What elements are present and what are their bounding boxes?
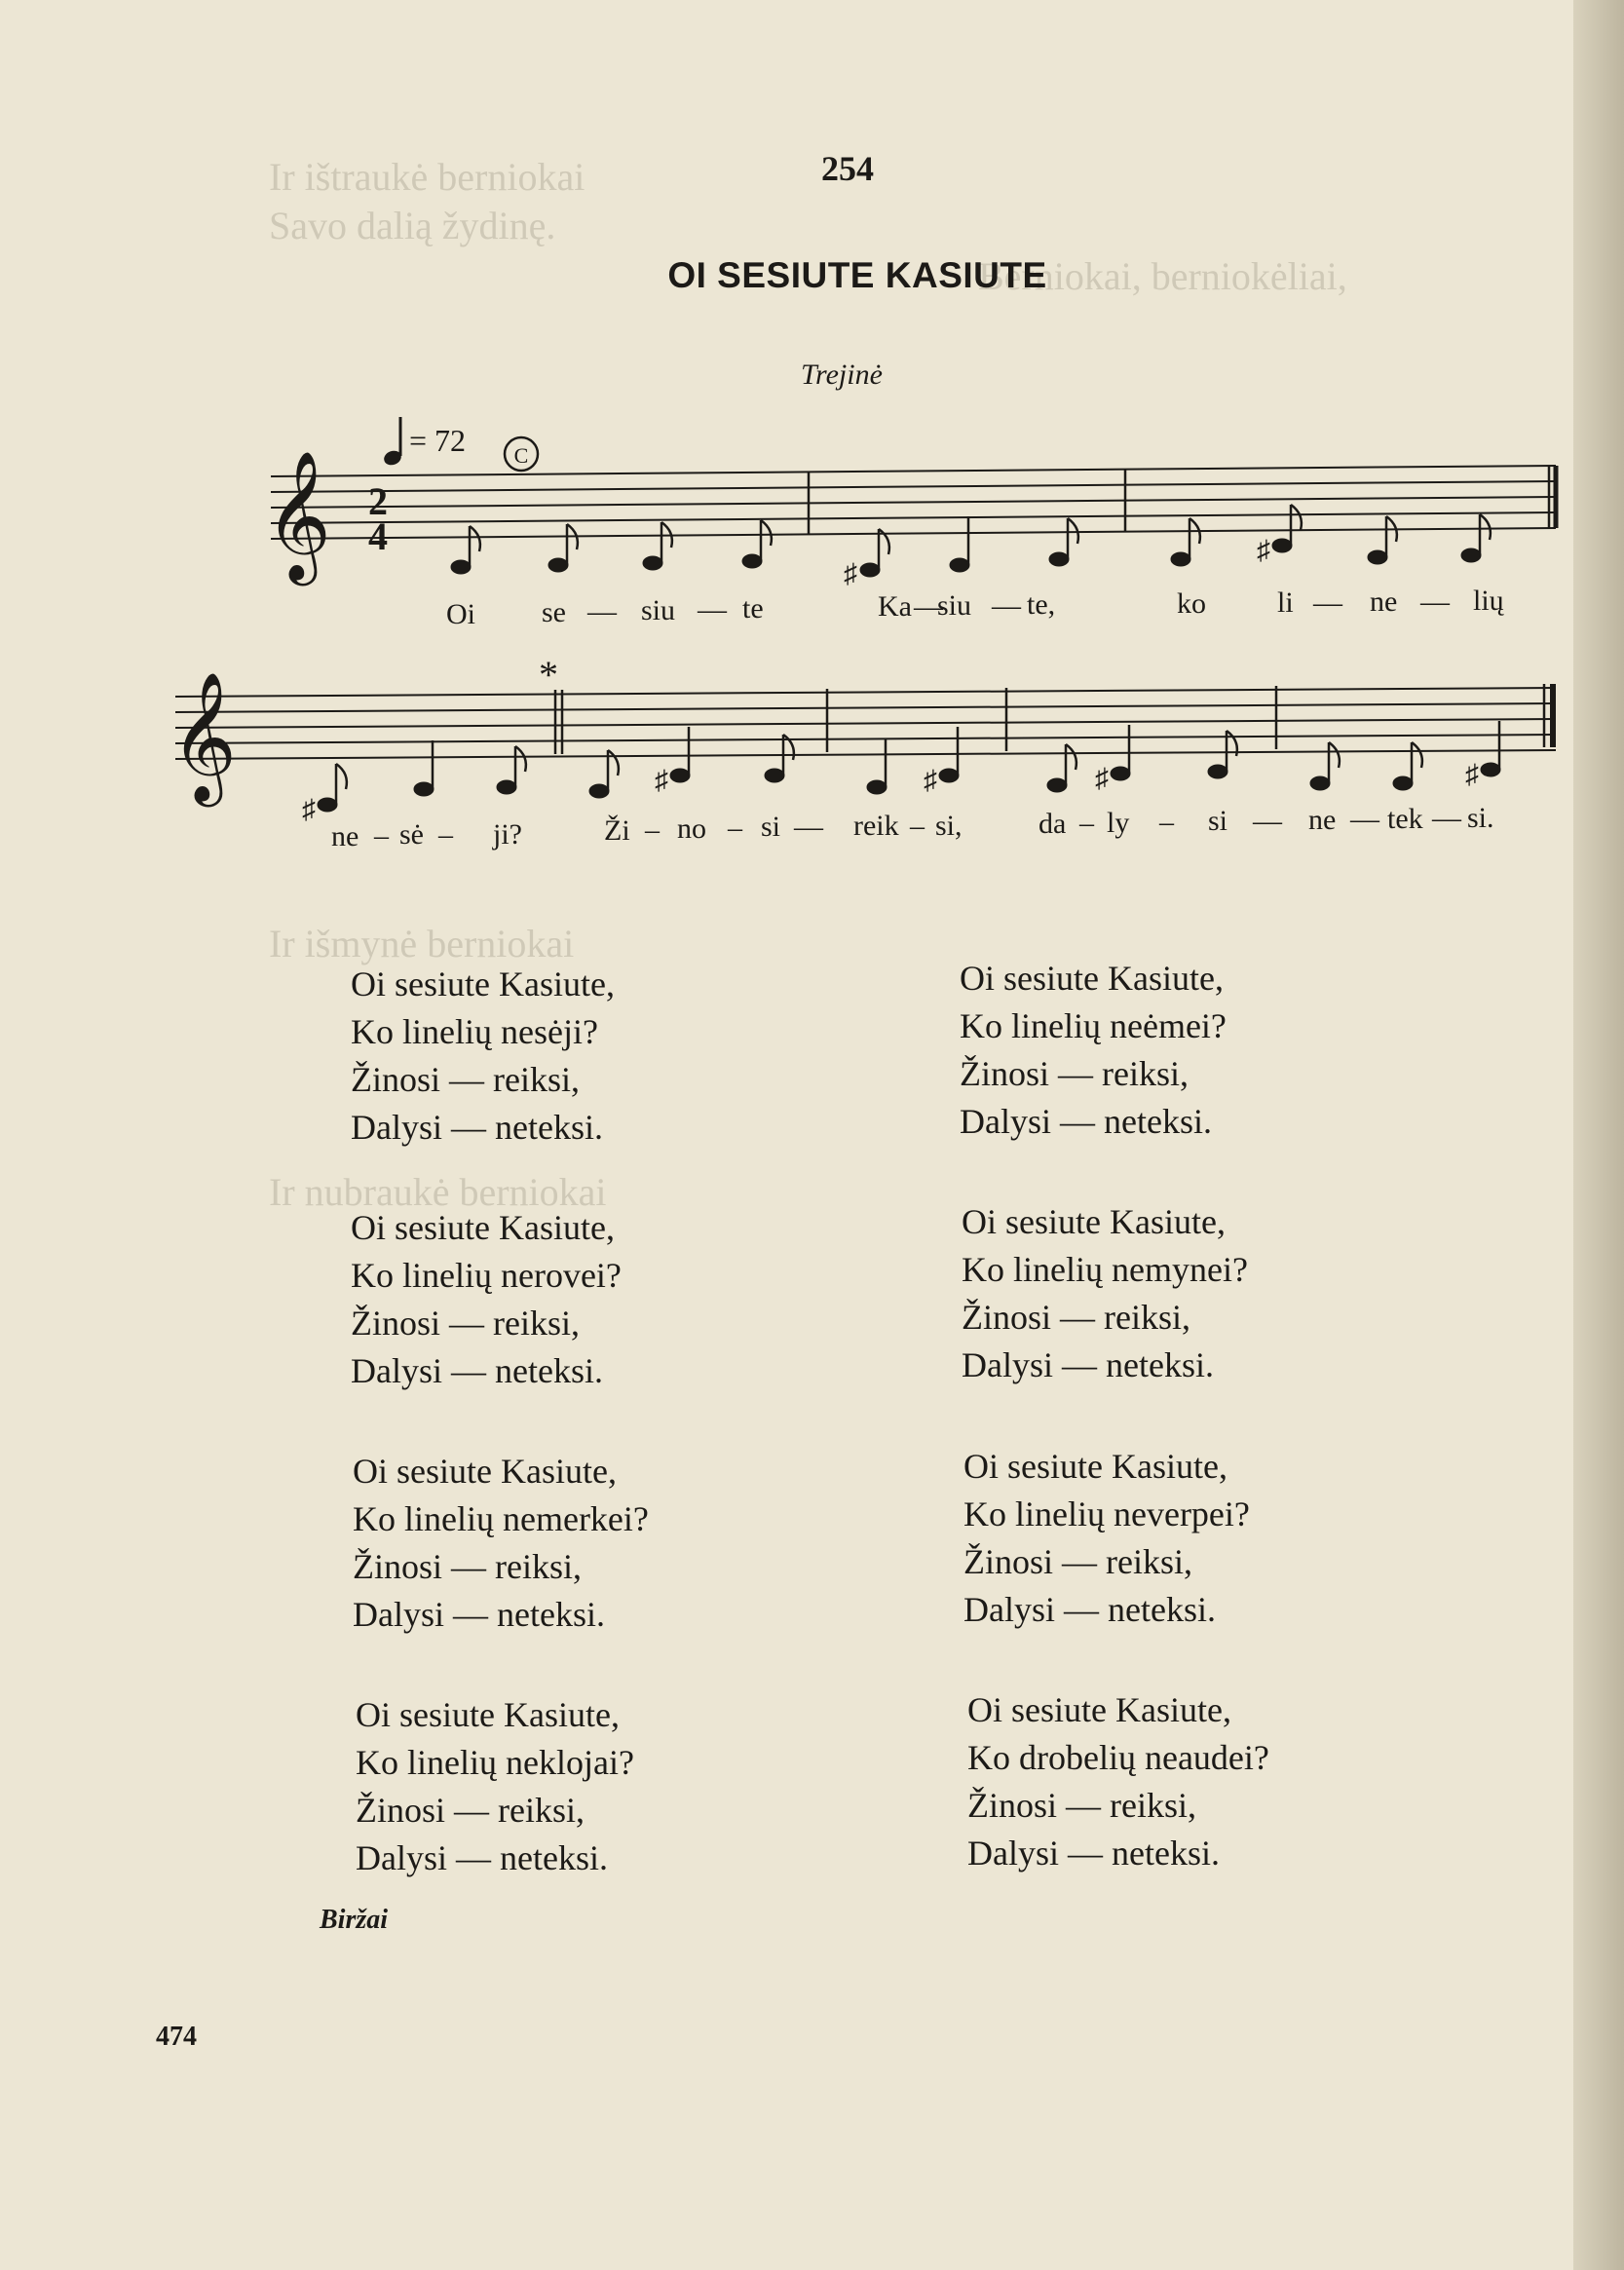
time-signature-bottom: 4 (368, 514, 388, 558)
sharp-quarter-note-icon (1095, 725, 1130, 794)
lyric-syllable: si, (935, 810, 963, 842)
eighth-note-icon (589, 750, 619, 798)
verse-stanza (960, 955, 1227, 1146)
verse-line: Žinosi — reiksi, (353, 1547, 582, 1586)
lyric-syllable: te (742, 592, 764, 624)
show-through-line: Ir nubraukė berniokai (269, 1170, 607, 1214)
lyric-syllable: tek (1387, 803, 1423, 835)
svg-text:♯: ♯ (924, 766, 937, 796)
lyric-syllable: te, (1027, 588, 1056, 621)
lyric-hyphen: — (794, 811, 823, 843)
lyric-hyphen: – (1079, 807, 1094, 839)
song-number: 254 (821, 149, 874, 188)
lyric-syllable: ji? (493, 818, 522, 851)
verse-stanza (962, 1198, 1248, 1389)
verse-line: Žinosi — reiksi, (960, 1054, 1189, 1093)
lyric-syllable: Ka (878, 590, 912, 623)
verse-line: Žinosi — reiksi, (351, 1060, 580, 1099)
verse-line: Žinosi — reiksi, (967, 1786, 1196, 1825)
song-title: OI SESIUTE KASIUTE (667, 255, 1047, 295)
staff-lines-1 (271, 466, 1556, 539)
lyric-syllable: siu (937, 589, 972, 622)
lyric-hyphen: — (992, 589, 1021, 622)
eighth-note-icon (1049, 518, 1078, 566)
lyric-syllable: si (761, 811, 781, 843)
lyric-hyphen: – (438, 818, 453, 851)
lyric-hyphen: — (698, 593, 727, 625)
asterisk-mark: * (539, 653, 558, 697)
lyric-hyphen: — (1432, 802, 1461, 834)
eighth-note-icon (548, 524, 578, 572)
lyric-syllable: reik (853, 810, 899, 842)
verse-stanza (963, 1443, 1250, 1634)
verse-line: Ko linelių neverpei? (963, 1494, 1250, 1533)
tempo-value: = 72 (409, 423, 467, 458)
quarter-note-icon (414, 740, 434, 796)
lyric-syllable: ly (1107, 807, 1130, 839)
lyric-syllable: ne (1308, 804, 1337, 836)
svg-text:♯: ♯ (844, 559, 857, 589)
verse-line: Žinosi — reiksi, (962, 1298, 1190, 1337)
sharp-quarter-note-icon (655, 727, 690, 796)
verse-line: Ko drobelių neaudei? (967, 1738, 1269, 1777)
svg-text:♯: ♯ (655, 766, 668, 796)
lyric-hyphen: – (910, 810, 925, 842)
verse-line: Oi sesiute Kasiute, (967, 1690, 1231, 1729)
quarter-note-icon (867, 738, 887, 794)
sharp-quarter-note-icon (924, 727, 959, 796)
sharp-eighth-note-icon (844, 529, 889, 589)
verse-line: Oi sesiute Kasiute, (353, 1452, 617, 1491)
eighth-note-icon (643, 522, 672, 570)
eighth-note-icon (1208, 731, 1237, 778)
show-through-line: Ir ištraukė berniokai (269, 155, 585, 199)
show-through-line: Berniokai, berniokėliai, (978, 254, 1347, 298)
meter-mark: C (513, 443, 529, 468)
verse-line: Dalysi — neteksi. (351, 1108, 603, 1147)
lyrics-system-2 (331, 802, 1494, 852)
verse-line: Dalysi — neteksi. (963, 1590, 1216, 1629)
eighth-note-icon (765, 735, 794, 782)
lyric-syllable: da (1039, 808, 1067, 840)
lyric-hyphen: – (374, 819, 389, 851)
lyric-syllable: sė (399, 818, 424, 851)
book-page-number: 474 (156, 2022, 197, 2052)
verse-line: Žinosi — reiksi, (963, 1542, 1192, 1581)
lyric-syllable: Ži (604, 814, 630, 847)
verse-stanza (351, 961, 615, 1152)
eighth-note-icon (1171, 518, 1200, 566)
treble-clef-icon: 𝄞 (265, 454, 331, 578)
verse-line: Oi sesiute Kasiute, (963, 1447, 1227, 1486)
lyric-hyphen: — (587, 595, 617, 627)
lyric-syllable: lių (1473, 585, 1504, 617)
lyric-syllable: ne (1370, 586, 1398, 618)
lyric-hyphen: — (914, 590, 943, 623)
show-through-line: Ir išmynė berniokai (269, 922, 575, 965)
place-of-origin: Biržai (320, 1905, 389, 1935)
svg-text:♯: ♯ (302, 795, 316, 825)
lyric-hyphen: — (1420, 586, 1450, 618)
lyrics-system-1 (446, 585, 1505, 630)
verse-line: Ko linelių nerovei? (351, 1256, 622, 1295)
lyric-syllable: si. (1467, 802, 1494, 834)
verse-line: Dalysi — neteksi. (960, 1102, 1212, 1141)
verse-line: Oi sesiute Kasiute, (351, 965, 615, 1003)
sharp-eighth-note-icon (302, 764, 347, 825)
verse-line: Dalysi — neteksi. (356, 1838, 608, 1877)
music-score (0, 0, 1624, 877)
verse-line: Žinosi — reiksi, (356, 1791, 585, 1830)
verse-line: Ko linelių nemynei? (962, 1250, 1248, 1289)
lyric-syllable: ne (331, 820, 359, 852)
eighth-note-icon (742, 520, 772, 568)
verse-line: Oi sesiute Kasiute, (960, 959, 1224, 998)
lyric-syllable: siu (641, 594, 676, 626)
lyric-hyphen: – (645, 813, 660, 846)
verse-stanza (967, 1686, 1269, 1877)
svg-text:♯: ♯ (1465, 760, 1479, 790)
lyric-hyphen: — (1350, 803, 1379, 835)
lyric-syllable: Oi (446, 598, 475, 630)
eighth-note-icon (1461, 514, 1491, 562)
svg-text:♯: ♯ (1095, 764, 1109, 794)
eighth-note-icon (451, 526, 480, 574)
lyric-syllable: se (542, 596, 566, 628)
style-marking: Trejinė (801, 359, 883, 391)
verse-line: Ko linelių nesėji? (351, 1012, 598, 1051)
lyric-hyphen: – (1159, 806, 1174, 838)
verse-line: Žinosi — reiksi, (351, 1304, 580, 1343)
verse-line: Dalysi — neteksi. (353, 1595, 605, 1634)
verse-line: Oi sesiute Kasiute, (962, 1202, 1226, 1241)
staff-lines-2 (175, 688, 1556, 759)
lyric-syllable: li (1277, 586, 1294, 619)
lyric-syllable: ko (1177, 587, 1206, 620)
verse-line: Ko linelių neėmei? (960, 1006, 1227, 1045)
lyric-syllable: si (1208, 805, 1228, 837)
eighth-note-icon (1047, 744, 1076, 792)
quarter-note-icon (950, 516, 969, 572)
verse-stanza (353, 1448, 649, 1639)
eighth-note-icon (1310, 742, 1340, 790)
verse-line: Oi sesiute Kasiute, (356, 1695, 620, 1734)
verse-line: Dalysi — neteksi. (967, 1834, 1220, 1873)
verse-line: Dalysi — neteksi. (962, 1345, 1214, 1384)
treble-clef-icon: 𝄞 (170, 675, 237, 799)
verse-stanza (351, 1204, 622, 1395)
verse-stanza (356, 1691, 634, 1882)
eighth-note-icon (1368, 516, 1397, 564)
verse-line: Oi sesiute Kasiute, (351, 1208, 615, 1247)
lyric-hyphen: – (728, 812, 742, 844)
show-through-line: Savo dalią žydinę. (269, 204, 556, 247)
lyric-syllable: no (677, 813, 706, 845)
eighth-note-icon (1393, 742, 1422, 790)
lyric-hyphen: — (1253, 805, 1282, 837)
svg-text:♯: ♯ (1257, 536, 1270, 566)
verse-line: Ko linelių nemerkei? (353, 1499, 649, 1538)
sharp-quarter-note-icon (1465, 721, 1500, 790)
verse-line: Ko linelių neklojai? (356, 1743, 634, 1782)
tempo-quarter-note-icon (382, 417, 403, 468)
eighth-note-icon (497, 746, 526, 794)
time-signature-top: 2 (368, 479, 388, 523)
lyric-hyphen: — (1313, 586, 1342, 619)
verse-line: Dalysi — neteksi. (351, 1351, 603, 1390)
